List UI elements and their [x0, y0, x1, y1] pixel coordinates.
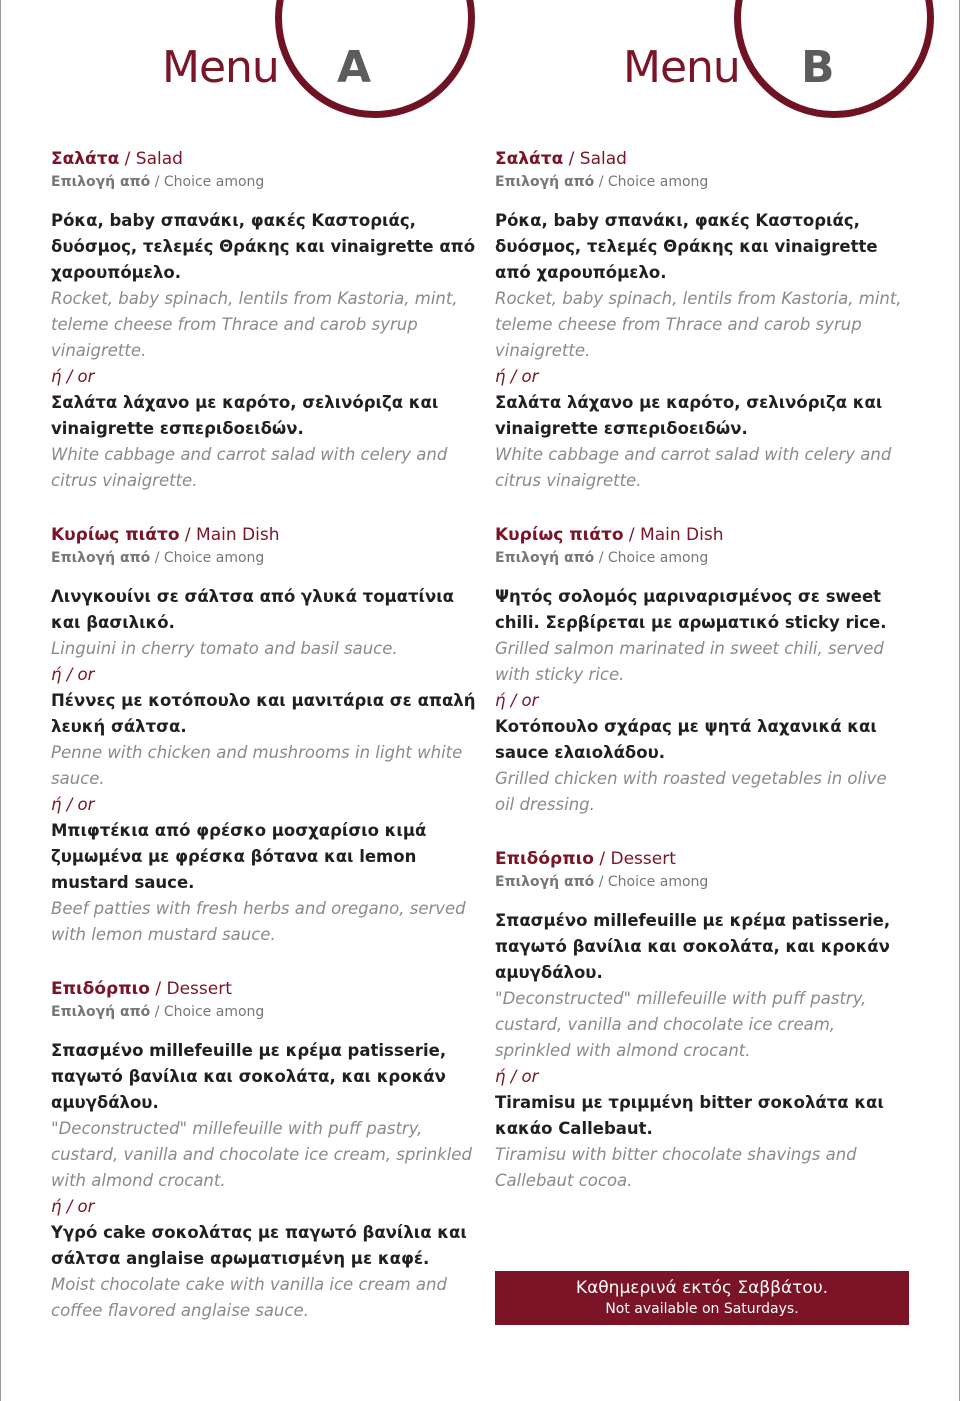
or-separator: ή / or — [495, 691, 539, 710]
or-separator: ή / or — [51, 795, 95, 814]
dish-name-gr: Ρόκα, baby σπανάκι, φακές Καστοριάς, δυόσμος, τελεμές Θράκης και vinaigrette από χαρουπόμελο. — [495, 211, 878, 282]
choice-label-en: / Choice among — [150, 550, 265, 566]
dish-name-gr: Κοτόπουλο σχάρας με ψητά λαχανικά και sauce ελαιολάδου. — [495, 717, 877, 762]
choice-label-en: / Choice among — [594, 174, 709, 190]
section-title-gr: Επιδόρπιο — [495, 849, 594, 869]
choice-label-gr: Επιλογή από — [51, 1004, 151, 1020]
section-subheading — [495, 172, 910, 192]
choice-label-gr: Επιλογή από — [51, 174, 151, 190]
dish-name-gr: Υγρό cake σοκολάτας με παγωτό βανίλια και σάλτσα anglaise αρωματισμένη με καφέ. — [51, 1223, 467, 1268]
dish-name-gr: Ρόκα, baby σπανάκι, φακές Καστοριάς, δυόσμος, τελεμές Θράκης και vinaigrette από χαρουπόμελο. — [51, 211, 476, 282]
dish-name-en: Grilled salmon marinated in sweet chili, served with sticky rice. — [495, 639, 884, 684]
section-title-gr: Επιδόρπιο — [51, 979, 150, 999]
dish-name-en: Rocket, baby spinach, lentils from Kastoria, mint, teleme cheese from Thrace and carob syrup vinaigrette. — [495, 289, 902, 360]
or-separator: ή / or — [51, 367, 95, 386]
section-title-gr: Σαλάτα — [495, 149, 564, 169]
section-subheading — [495, 548, 910, 568]
dish-name-en: White cabbage and carrot salad with celery and citrus vinaigrette. — [51, 445, 448, 490]
section-heading — [495, 846, 910, 872]
choice-label-gr: Επιλογή από — [495, 174, 595, 190]
section-subheading — [51, 548, 481, 568]
choice-label-en: / Choice among — [594, 550, 709, 566]
menu-a-salad-section — [51, 146, 481, 494]
section-title-en: / Salad — [119, 149, 183, 169]
section-title-gr: Σαλάτα — [51, 149, 120, 169]
dish-name-en: Linguini in cherry tomato and basil sauce. — [51, 639, 398, 658]
menu-b-dessert-section — [495, 846, 910, 1194]
choice-label-gr: Επιλογή από — [51, 550, 151, 566]
section-title-en: / Main Dish — [623, 525, 724, 545]
menu-b-title-word: Menu — [623, 42, 740, 93]
notice-line-gr: Καθημερινά εκτός Σαββάτου. — [575, 1278, 829, 1298]
section-heading — [495, 522, 910, 548]
dish-name-gr: Λινγκουίνι σε σάλτσα από γλυκά τοματίνια και βασιλικό. — [51, 587, 454, 632]
dish-name-gr: Πέννες με κοτόπουλο και μανιτάρια σε απαλή λευκή σάλτσα. — [51, 691, 476, 736]
availability-notice — [495, 1271, 909, 1325]
choice-label-gr: Επιλογή από — [495, 874, 595, 890]
dish-name-gr: Σαλάτα λάχανο με καρότο, σελινόριζα και vinaigrette εσπεριδοειδών. — [51, 393, 439, 438]
choice-label-en: / Choice among — [150, 174, 265, 190]
menu-b-title — [623, 38, 835, 98]
section-title-en: / Salad — [563, 149, 627, 169]
section-heading — [51, 522, 481, 548]
dish-name-en: Beef patties with fresh herbs and oregano, served with lemon mustard sauce. — [51, 899, 466, 944]
decorative-ring-a — [275, 0, 475, 118]
page-border-left — [0, 0, 1, 1401]
menu-a-column — [51, 146, 481, 1324]
dish-name-en: Penne with chicken and mushrooms in light white sauce. — [51, 743, 463, 788]
or-separator: ή / or — [495, 367, 539, 386]
section-heading — [51, 976, 481, 1002]
dish-name-en: Tiramisu with bitter chocolate shavings and Callebaut cocoa. — [495, 1145, 857, 1190]
dish-name-gr: Μπιφτέκια από φρέσκο μοσχαρίσιο κιμά ζυμωμένα με φρέσκα βότανα και lemon mustard sauce. — [51, 821, 427, 892]
menu-a-dessert-section — [51, 976, 481, 1324]
menu-b-title-letter: B — [801, 42, 835, 93]
section-title-en: / Dessert — [593, 849, 676, 869]
choice-label-en: / Choice among — [594, 874, 709, 890]
dish-name-en: White cabbage and carrot salad with celery and citrus vinaigrette. — [495, 445, 892, 490]
dish-name-gr: Tiramisu με τριμμένη bitter σοκολάτα και κακάο Callebaut. — [495, 1093, 884, 1138]
section-subheading — [51, 172, 481, 192]
section-title-gr: Κυρίως πιάτο — [495, 525, 624, 545]
dish-name-en: "Deconstructed" millefeuille with puff pastry, custard, vanilla and chocolate ice cream, sprinkled with almond crocant. — [51, 1119, 472, 1190]
menu-b-salad-section — [495, 146, 910, 494]
section-title-en: / Dessert — [149, 979, 232, 999]
dish-name-gr: Ψητός σολομός μαριναρισμένος σε sweet chili. Σερβίρεται με αρωματικό sticky rice. — [495, 587, 887, 632]
menu-a-title-word: Menu — [162, 42, 279, 93]
dish-name-gr: Σαλάτα λάχανο με καρότο, σελινόριζα και vinaigrette εσπεριδοειδών. — [495, 393, 883, 438]
or-separator: ή / or — [51, 665, 95, 684]
notice-line-en: Not available on Saturdays. — [605, 1301, 799, 1317]
dish-name-gr: Σπασμένο millefeuille με κρέμα patisserie, παγωτό βανίλια και σοκολάτα, και κροκάν αμυγδάλου. — [51, 1041, 447, 1112]
or-separator: ή / or — [495, 1067, 539, 1086]
dish-name-en: "Deconstructed" millefeuille with puff pastry, custard, vanilla and chocolate ice cream, sprinkled with almond crocant. — [495, 989, 867, 1060]
or-separator: ή / or — [51, 1197, 95, 1216]
dish-name-en: Grilled chicken with roasted vegetables in olive oil dressing. — [495, 769, 887, 814]
menu-a-main-section — [51, 522, 481, 948]
section-title-gr: Κυρίως πιάτο — [51, 525, 180, 545]
section-heading — [51, 146, 481, 172]
menu-b-column — [495, 146, 910, 1194]
section-heading — [495, 146, 910, 172]
section-title-en: / Main Dish — [179, 525, 280, 545]
choice-label-gr: Επιλογή από — [495, 550, 595, 566]
choice-label-en: / Choice among — [150, 1004, 265, 1020]
dish-name-en: Moist chocolate cake with vanilla ice cream and coffee flavored anglaise sauce. — [51, 1275, 447, 1320]
menu-a-title — [162, 38, 372, 98]
menu-b-main-section — [495, 522, 910, 818]
dish-name-en: Rocket, baby spinach, lentils from Kastoria, mint, teleme cheese from Thrace and carob syrup vinaigrette. — [51, 289, 458, 360]
section-subheading — [495, 872, 910, 892]
menu-a-title-letter: A — [337, 42, 372, 93]
dish-name-gr: Σπασμένο millefeuille με κρέμα patisserie, παγωτό βανίλια και σοκολάτα, και κροκάν αμυγδάλου. — [495, 911, 891, 982]
section-subheading — [51, 1002, 481, 1022]
